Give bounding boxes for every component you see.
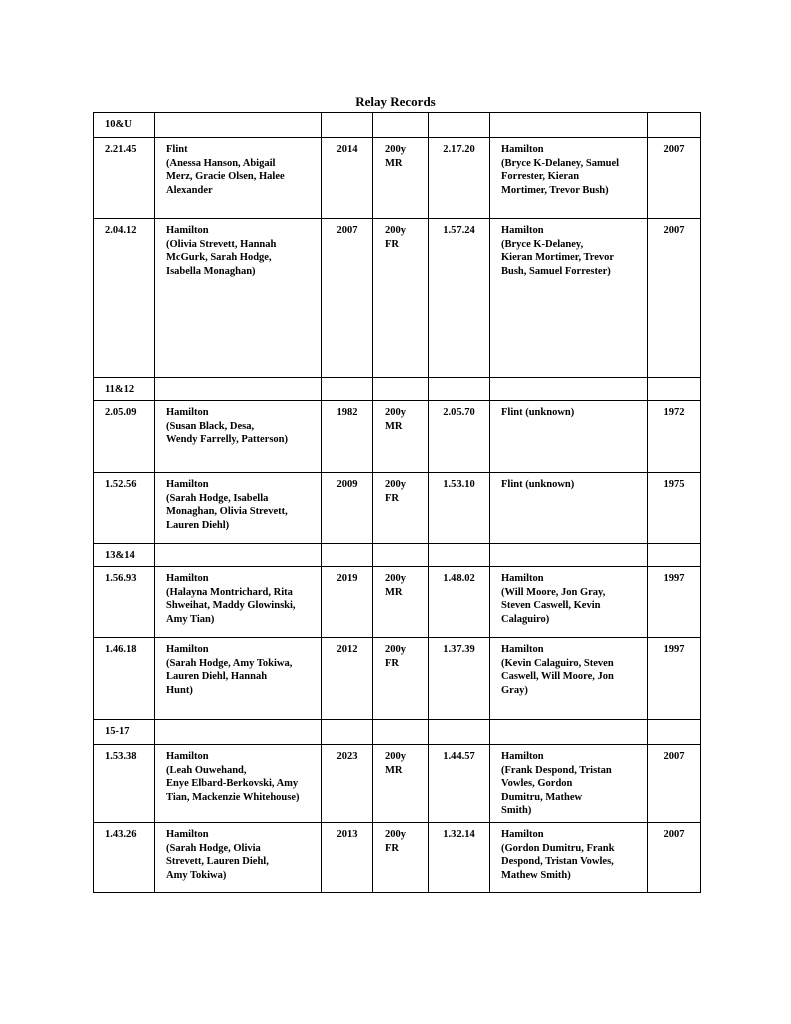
record-time: 2.04.12: [94, 219, 155, 378]
record-year: 2014: [322, 138, 373, 219]
record-team-2: Hamilton (Bryce K-Delaney, Samuel Forrester, Kieran Mortimer, Trevor Bush): [490, 138, 648, 219]
record-team-2: Flint (unknown): [490, 401, 648, 473]
record-time: 1.46.18: [94, 638, 155, 720]
record-year: 2012: [322, 638, 373, 720]
record-team: Hamilton (Sarah Hodge, Amy Tokiwa, Lauren Diehl, Hannah Hunt): [155, 638, 322, 720]
record-row: [94, 473, 701, 544]
record-year-2: 2007: [648, 823, 701, 893]
record-time-2: 1.37.39: [429, 638, 490, 720]
age-group-row: [94, 720, 701, 745]
record-event: 200y FR: [373, 219, 429, 378]
record-year-2: 1997: [648, 567, 701, 638]
record-time: 2.05.09: [94, 401, 155, 473]
age-group-row: [94, 113, 701, 138]
record-time-2: 1.32.14: [429, 823, 490, 893]
age-group-row: [94, 544, 701, 567]
record-event: 200y FR: [373, 823, 429, 893]
record-year-2: 2007: [648, 138, 701, 219]
record-time: 1.52.56: [94, 473, 155, 544]
age-group-label: 15-17: [94, 720, 155, 745]
age-group-label: 10&U: [94, 113, 155, 138]
record-event: 200y FR: [373, 638, 429, 720]
record-year: 2007: [322, 219, 373, 378]
record-row: [94, 638, 701, 720]
record-year: 1982: [322, 401, 373, 473]
record-team-2: Hamilton (Will Moore, Jon Gray, Steven Caswell, Kevin Calaguiro): [490, 567, 648, 638]
record-row: [94, 745, 701, 823]
record-time: 1.43.26: [94, 823, 155, 893]
record-team-2: Hamilton (Kevin Calaguiro, Steven Caswell, Will Moore, Jon Gray): [490, 638, 648, 720]
record-time: 1.53.38: [94, 745, 155, 823]
record-row: [94, 138, 701, 219]
record-time-2: 1.44.57: [429, 745, 490, 823]
record-team-2: Hamilton (Bryce K-Delaney, Kieran Mortimer, Trevor Bush, Samuel Forrester): [490, 219, 648, 378]
record-time: 1.56.93: [94, 567, 155, 638]
record-time-2: 1.57.24: [429, 219, 490, 378]
record-year: 2013: [322, 823, 373, 893]
record-team: Hamilton (Sarah Hodge, Olivia Strevett, Lauren Diehl, Amy Tokiwa): [155, 823, 322, 893]
record-team: Flint (Anessa Hanson, Abigail Merz, Gracie Olsen, Halee Alexander: [155, 138, 322, 219]
record-time-2: 2.05.70: [429, 401, 490, 473]
record-event: 200y MR: [373, 745, 429, 823]
record-row: [94, 219, 701, 378]
record-time-2: 2.17.20: [429, 138, 490, 219]
record-team: Hamilton (Sarah Hodge, Isabella Monaghan, Olivia Strevett, Lauren Diehl): [155, 473, 322, 544]
record-team-2: Hamilton (Frank Despond, Tristan Vowles, Gordon Dumitru, Mathew Smith): [490, 745, 648, 823]
record-team: Hamilton (Leah Ouwehand, Enye Elbard-Berkovski, Amy Tian, Mackenzie Whitehouse): [155, 745, 322, 823]
record-row: [94, 401, 701, 473]
record-year-2: 2007: [648, 745, 701, 823]
record-team: Hamilton (Halayna Montrichard, Rita Shweihat, Maddy Glowinski, Amy Tian): [155, 567, 322, 638]
record-year: 2019: [322, 567, 373, 638]
record-event: 200y MR: [373, 401, 429, 473]
record-event: 200y FR: [373, 473, 429, 544]
record-row: [94, 567, 701, 638]
record-time-2: 1.48.02: [429, 567, 490, 638]
record-team-2: Hamilton (Gordon Dumitru, Frank Despond, Tristan Vowles, Mathew Smith): [490, 823, 648, 893]
record-year: 2023: [322, 745, 373, 823]
record-team: Hamilton (Olivia Strevett, Hannah McGurk, Sarah Hodge, Isabella Monaghan): [155, 219, 322, 378]
record-year-2: 2007: [648, 219, 701, 378]
age-group-label: 13&14: [94, 544, 155, 567]
record-year-2: 1997: [648, 638, 701, 720]
record-year: 2009: [322, 473, 373, 544]
record-team: Hamilton (Susan Black, Desa, Wendy Farrelly, Patterson): [155, 401, 322, 473]
page-title: Relay Records: [355, 94, 436, 109]
age-group-label: 11&12: [94, 378, 155, 401]
record-team-2: Flint (unknown): [490, 473, 648, 544]
record-time-2: 1.53.10: [429, 473, 490, 544]
record-row: [94, 823, 701, 893]
record-year-2: 1972: [648, 401, 701, 473]
record-event: 200y MR: [373, 138, 429, 219]
record-time: 2.21.45: [94, 138, 155, 219]
record-event: 200y MR: [373, 567, 429, 638]
age-group-row: [94, 378, 701, 401]
relay-records-table: [93, 112, 701, 893]
record-year-2: 1975: [648, 473, 701, 544]
